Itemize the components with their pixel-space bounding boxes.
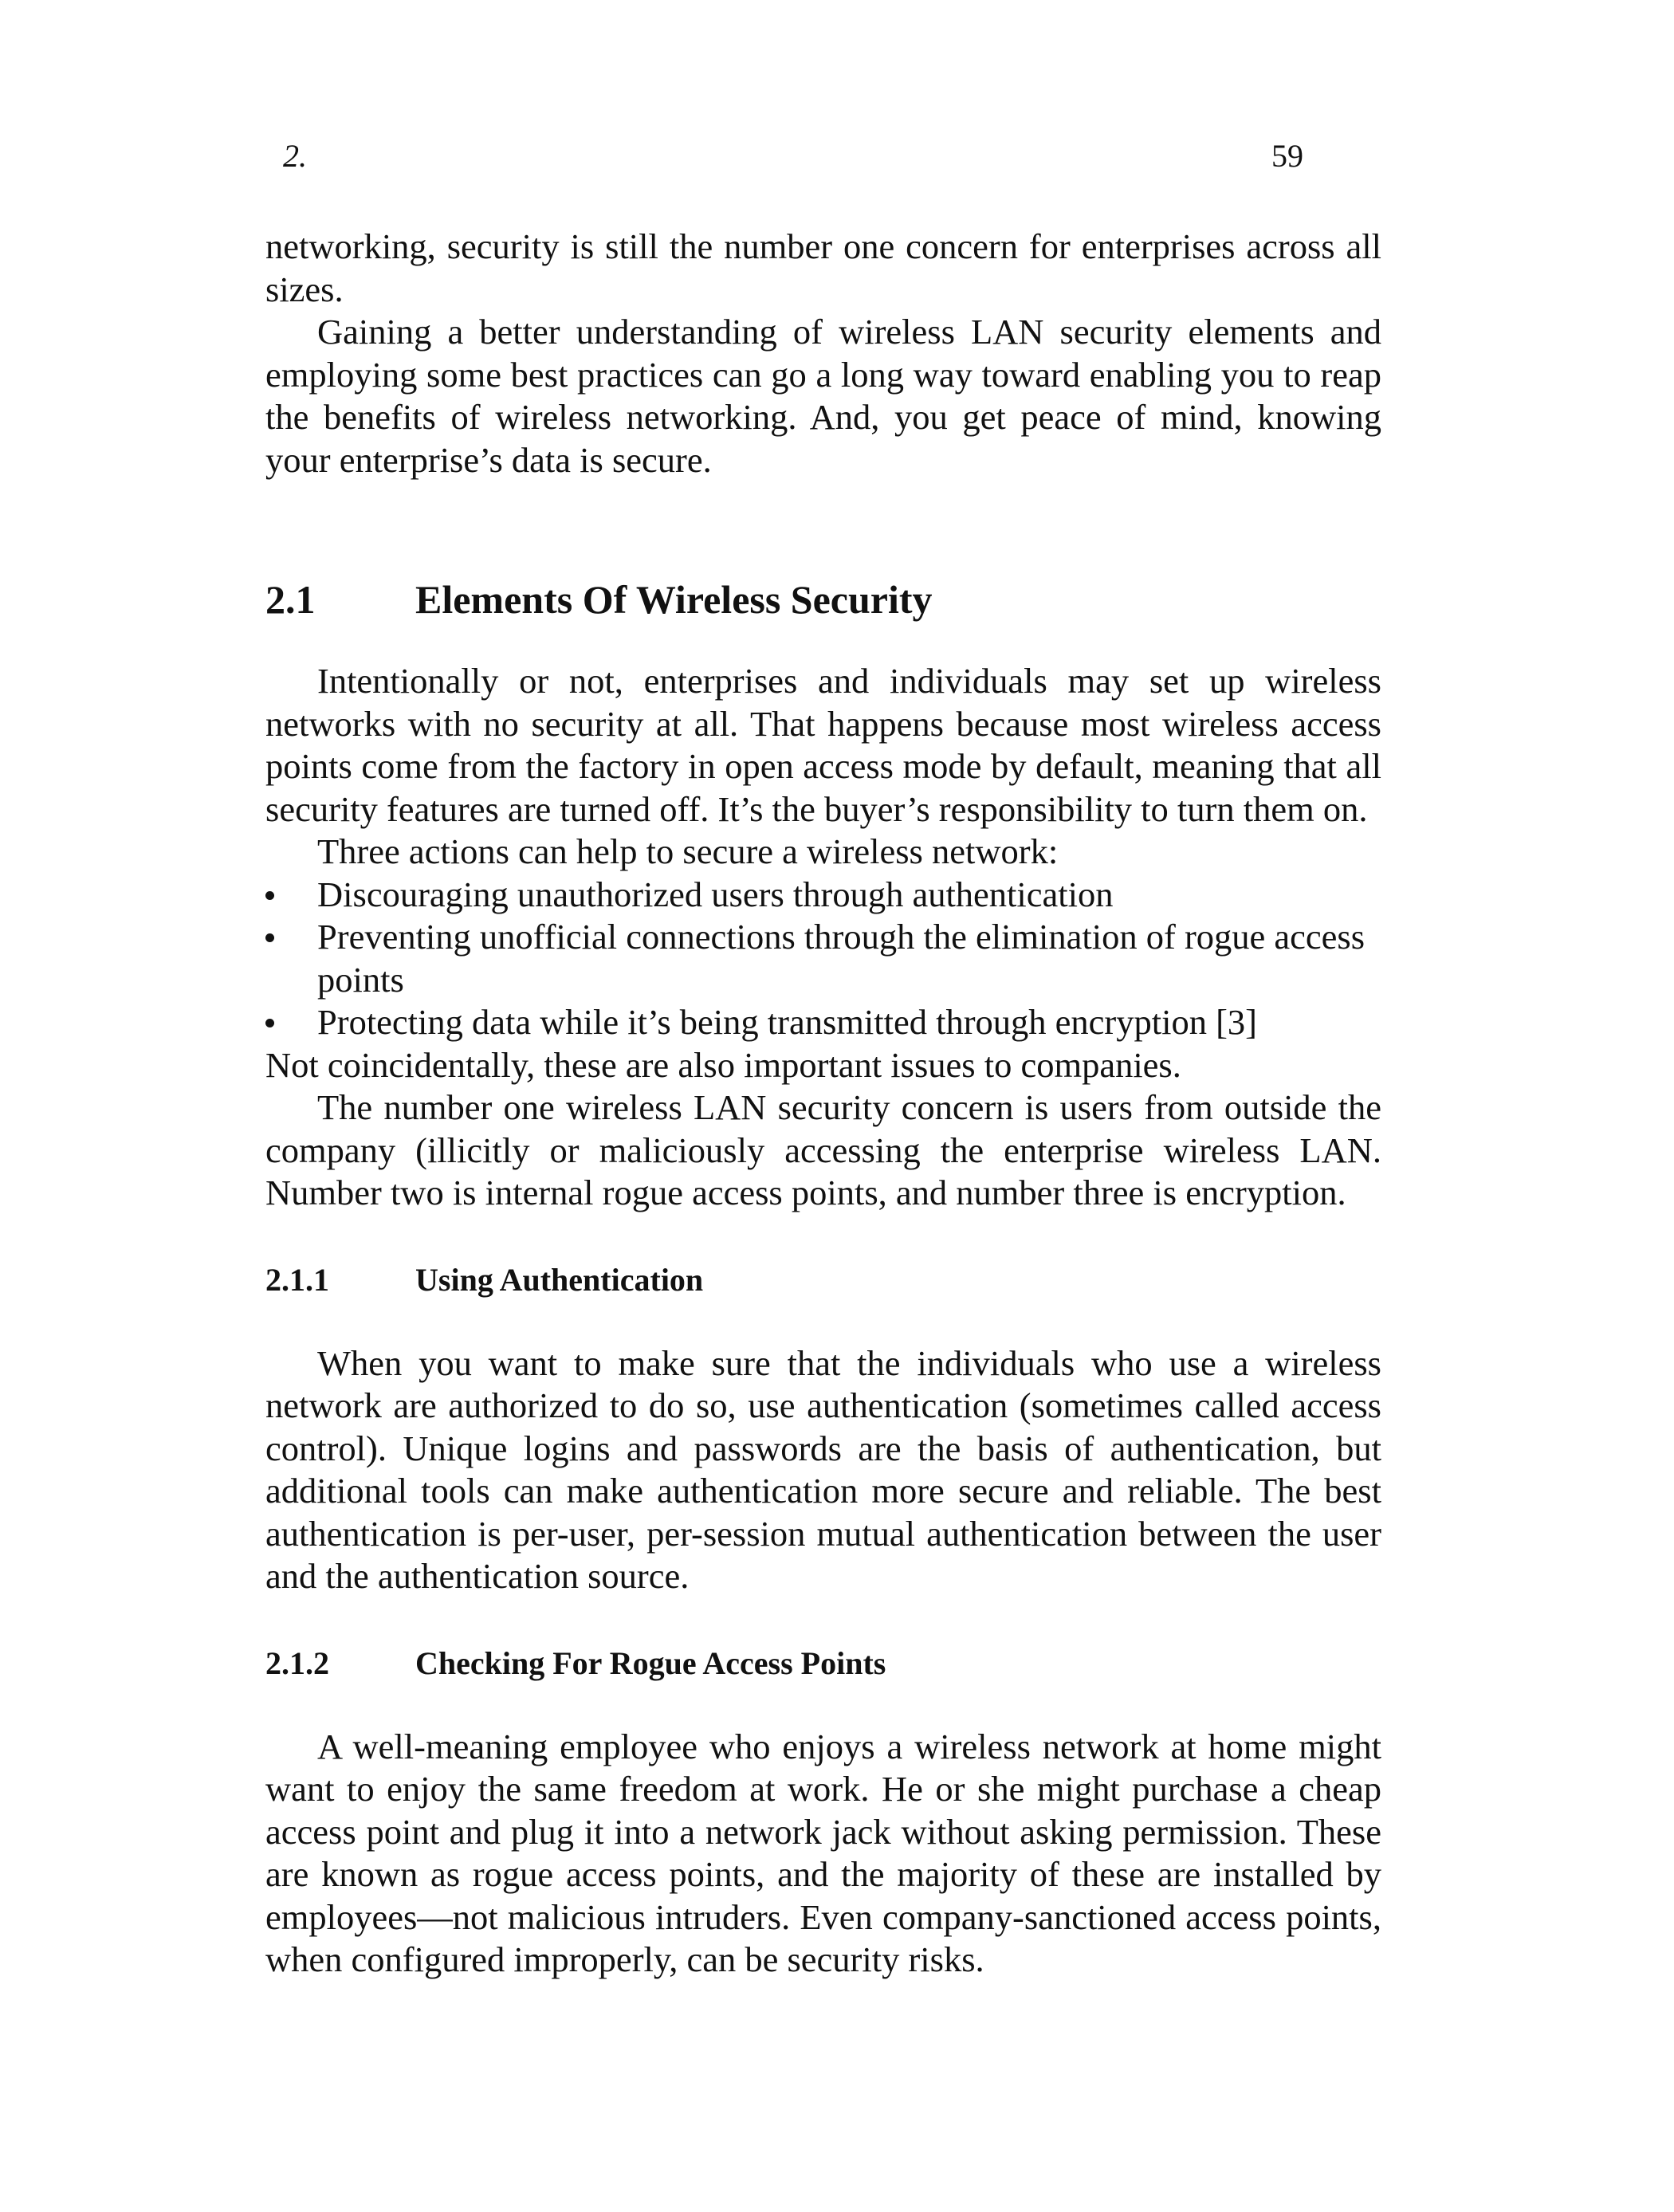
security-actions-list [265,874,1381,1044]
section-2-1-2-paragraph-1: A well-meaning employee who enjoys a wireless network at home might want to enjoy the same freedom at work. He or she might purchase a cheap access point and plug it into a network jack without asking permission. These are known as rogue access points, and the majority of these are installed by employees—not malicious intruders. Even company-sanctioned access points, when configured improperly, can be security risks. [265,1726,1381,1979]
page-body [265,226,1381,1982]
section-title: Elements Of Wireless Security [415,577,933,622]
section-number: 2.1 [265,577,316,622]
section-2-1-1-paragraph-1: When you want to make sure that the individuals who use a wireless network are authorized to do so, use authentication (sometimes called access control). Unique logins and passwords are the basis of authentication, but additional tools can make authentication more secure and reliable. The best authentication is per-user, per-session mutual authentication between the user and the authentication source. [265,1342,1381,1596]
chapter-label: 2. [283,138,307,174]
list-item: Preventing unofficial connections through the elimination of rogue access points [265,916,1381,1001]
page-number: 59 [1271,138,1303,174]
section-heading-2-1 [265,576,1381,623]
intro-paragraph-2: Gaining a better understanding of wireless LAN security elements and employing some best practices can go a long way toward enabling you to reap the benefits of wireless networking. And, you get peace of mind, knowing your enterprise’s data is secure. [265,312,1381,480]
subsection-title: Using Authentication [415,1261,704,1298]
bullet-icon [265,891,274,900]
list-item: Discouraging unauthorized users through authentication [265,874,1381,917]
subsection-title: Checking For Rogue Access Points [415,1644,886,1681]
subsection-number: 2.1.1 [265,1261,329,1298]
list-item: Protecting data while it’s being transmitted through encryption [3] [265,1001,1381,1044]
intro-paragraph-1: networking, security is still the number one concern for enterprises across all sizes. [265,226,1381,309]
section-2-1-paragraph-3: Not coincidentally, these are also important issues to companies. [265,1044,1181,1085]
bullet-icon [265,933,274,942]
subsection-number: 2.1.2 [265,1644,329,1681]
section-2-1-paragraph-2: Three actions can help to secure a wireless network: [317,831,1059,871]
section-2-1-paragraph-4: The number one wireless LAN security concern is users from outside the company (illicitly or maliciously accessing the enterprise wireless LAN. Number two is internal rogue access points, and number three is encryption. [265,1087,1381,1212]
section-heading-2-1-1 [265,1259,1381,1301]
section-heading-2-1-2 [265,1643,1381,1684]
bullet-icon [265,1019,274,1027]
section-2-1-paragraph-1: Intentionally or not, enterprises and individuals may set up wireless networks with no security at all. That happens because most wireless access points come from the factory in open access mode by default, meaning that all security features are turned off. It’s the buyer’s responsibility to turn them on. [265,661,1381,829]
